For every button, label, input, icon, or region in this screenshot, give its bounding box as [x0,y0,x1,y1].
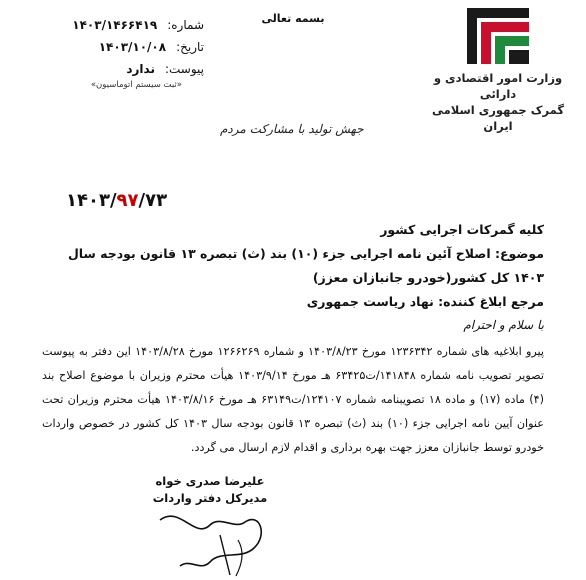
subject-line: موضوع: اصلاح آئین نامه اجرایی جزء (۱۰) بند (ث) تبصره ۱۳ قانون بودجه سال ۱۴۰۳ کل کشور(خودرو جانبازان معزز) [67,246,544,285]
bismillah-heading: بسمه تعالی [261,12,325,25]
ministry-name: وزارت امور اقتصادی و دارائی [433,71,563,101]
reference-number [66,190,167,211]
number-value: ۱۴۰۳/۱۴۶۶۴۱۹ [72,18,158,32]
date-row [14,36,204,58]
date-value: ۱۴۰۳/۱۰/۰۸ [98,40,167,54]
number-row [14,14,204,36]
reference-part3: /۷۳ [138,190,168,211]
slogan: جهش تولید با مشارکت مردم [220,122,364,136]
signer-name: علیرضا صدری خواه [155,474,265,488]
issuer-line: مرجع ابلاغ کننده: نهاد ریاست جمهوری [306,294,544,309]
letter-heading [44,218,544,314]
reference-part2: ۹۷ [116,190,139,211]
signer-title: مدیرکل دفتر واردات [152,491,268,505]
attachment-row [14,58,204,80]
handwritten-signature [150,500,280,578]
date-label: تاریخ: [176,40,204,54]
customs-logo-icon [465,6,531,66]
attachment-label: پیوست: [164,62,204,76]
number-label: شماره: [167,18,204,32]
letter-body: پیرو ابلاغیه های شماره ۱۲۳۶۳۴۲ مورخ ۱۴۰۳/۸/۲۳ و شماره ۱۲۶۶۲۶۹ مورخ ۱۴۰۳/۸/۲۸ این دفتر به پیوست تصویر تصویب نامه شماره ۱۴۱۸۴۸/ت۶۳۴۲۵ هـ مورخ ۱۴۰۳/۹/۱۴ هیأت محترم وزیران با موضوع اصلاح بند (۴) ماده (۱۷) و ماده ۱۸ تصویبنامه شماره ۱۲۴۱۰۷/ت۶۳۱۴۹ هـ مورخ ۱۴۰۳/۸/۱۶ هیأت محترم وزیران تحت عنوان آیین نامه اجرایی جزء (۱۰) بند (ث) تبصره ۱۳ قانون بودجه سال ۱۴۰۳ کل کشور در خصوص واردات خودرو توسط جانبازان معزز جهت بهره برداری و اقدام لازم ارسال می گردد. [42,345,545,454]
letter-meta [14,14,204,90]
addressee: کلیه گمرکات اجرایی کشور [380,222,544,237]
greeting: با سلام و احترام [463,318,544,332]
letterhead [428,6,568,134]
reference-part1: ۱۴۰۳/ [66,190,117,211]
attachment-value: ندارد [126,62,155,76]
customs-name: گمرک جمهوری اسلامی ایران [431,103,565,133]
automation-note: «ثبت سیستم اتوماسیون» [90,80,182,90]
